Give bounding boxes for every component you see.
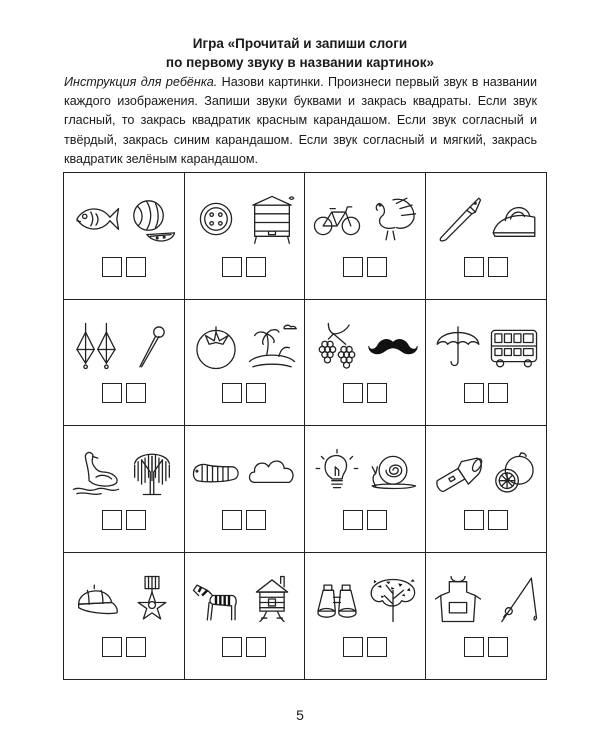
grid-cell	[426, 426, 547, 553]
tree-icon	[367, 571, 419, 627]
answer-square[interactable]	[222, 383, 242, 403]
mustache-icon	[367, 318, 419, 374]
grid-cell	[185, 553, 306, 680]
answer-square[interactable]	[464, 257, 484, 277]
turkey-icon	[367, 191, 419, 247]
earring-icon	[70, 318, 122, 374]
answer-square[interactable]	[246, 257, 266, 277]
answer-square[interactable]	[343, 257, 363, 277]
cell-pictures	[68, 567, 180, 631]
fishing-rod-icon	[488, 571, 540, 627]
cap-icon	[70, 571, 122, 627]
answer-square[interactable]	[246, 637, 266, 657]
answer-square[interactable]	[488, 383, 508, 403]
cell-pictures	[309, 440, 421, 504]
caterpillar-icon	[190, 444, 242, 500]
page-number: 5	[296, 707, 304, 723]
answer-boxes	[426, 257, 547, 277]
answer-boxes	[185, 510, 305, 530]
knife-icon	[432, 191, 484, 247]
answer-square[interactable]	[102, 383, 122, 403]
grid-cell	[305, 300, 426, 427]
answer-boxes	[64, 257, 184, 277]
grid-cell	[426, 300, 547, 427]
answer-square[interactable]	[126, 383, 146, 403]
answer-square[interactable]	[343, 510, 363, 530]
grid-cell	[64, 300, 185, 427]
answer-boxes	[305, 510, 425, 530]
persimmon-icon	[190, 318, 242, 374]
grid-cell	[185, 426, 306, 553]
cell-pictures	[430, 187, 543, 251]
cell-pictures	[189, 440, 301, 504]
grid-cell	[305, 553, 426, 680]
cloud-icon	[246, 444, 298, 500]
answer-boxes	[185, 257, 305, 277]
answer-square[interactable]	[222, 510, 242, 530]
answer-boxes	[64, 637, 184, 657]
answer-boxes	[426, 510, 547, 530]
grid-cell	[426, 553, 547, 680]
cell-pictures	[68, 187, 180, 251]
instructions-lead: Инструкция для ребёнка.	[64, 75, 218, 89]
grid-cell	[305, 173, 426, 300]
cell-pictures	[309, 314, 421, 378]
answer-square[interactable]	[222, 257, 242, 277]
medal-icon	[126, 571, 178, 627]
cell-pictures	[189, 187, 301, 251]
picture-grid	[63, 172, 547, 680]
cell-pictures	[430, 567, 543, 631]
swan-icon	[70, 444, 122, 500]
bicycle-icon	[311, 191, 363, 247]
orange-icon	[488, 444, 540, 500]
answer-square[interactable]	[343, 383, 363, 403]
cell-pictures	[189, 314, 301, 378]
answer-boxes	[185, 637, 305, 657]
answer-square[interactable]	[246, 510, 266, 530]
answer-square[interactable]	[367, 257, 387, 277]
answer-boxes	[305, 383, 425, 403]
answer-square[interactable]	[102, 637, 122, 657]
grid-cell	[64, 553, 185, 680]
cell-pictures	[68, 314, 180, 378]
apron-icon	[432, 571, 484, 627]
title-line-1: Игра «Прочитай и запиши слоги	[192, 36, 408, 51]
title-line-2: по первому звуку в названии картинок»	[165, 55, 435, 70]
button-icon	[190, 191, 242, 247]
raspberry-icon	[311, 318, 363, 374]
beehive-icon	[246, 191, 298, 247]
answer-square[interactable]	[246, 383, 266, 403]
grid-cell	[64, 173, 185, 300]
fish-icon	[70, 191, 122, 247]
answer-square[interactable]	[102, 510, 122, 530]
grid-cell	[64, 426, 185, 553]
island-icon	[246, 318, 298, 374]
answer-square[interactable]	[464, 637, 484, 657]
grid-cell	[185, 173, 306, 300]
answer-square[interactable]	[464, 510, 484, 530]
answer-square[interactable]	[488, 510, 508, 530]
answer-square[interactable]	[102, 257, 122, 277]
snail-icon	[367, 444, 419, 500]
cell-pictures	[430, 314, 543, 378]
cell-pictures	[430, 440, 543, 504]
answer-square[interactable]	[126, 257, 146, 277]
answer-square[interactable]	[343, 637, 363, 657]
lightbulb-icon	[311, 444, 363, 500]
answer-boxes	[64, 510, 184, 530]
answer-square[interactable]	[367, 383, 387, 403]
answer-boxes	[305, 637, 425, 657]
answer-square[interactable]	[367, 510, 387, 530]
cell-pictures	[189, 567, 301, 631]
instructions	[64, 73, 537, 169]
cell-pictures	[309, 567, 421, 631]
grid-cell	[185, 300, 306, 427]
pin-icon	[126, 318, 178, 374]
hut-icon	[246, 571, 298, 627]
watermelon-icon	[126, 191, 178, 247]
zebra-icon	[190, 571, 242, 627]
answer-square[interactable]	[488, 637, 508, 657]
answer-square[interactable]	[126, 637, 146, 657]
cell-pictures	[309, 187, 421, 251]
answer-boxes	[426, 637, 547, 657]
grid-cell	[305, 426, 426, 553]
answer-boxes	[305, 257, 425, 277]
answer-boxes	[185, 383, 305, 403]
flashlight-icon	[432, 444, 484, 500]
answer-square[interactable]	[367, 637, 387, 657]
binoculars-icon	[311, 571, 363, 627]
answer-square[interactable]	[222, 637, 242, 657]
cell-pictures	[68, 440, 180, 504]
instructions-text: Назови картинки. Произнеси первый звук в названии каждого изображения. Запиши звуки буквами и закрась квадраты. Если звук гласный, то закрась квадратик красным карандашом. Если звук согласный и твёрдый, закрась синим карандашом. Если звук согласный и мягкий, закрась квадратик зелёным карандашом.	[64, 75, 537, 166]
answer-boxes	[64, 383, 184, 403]
umbrella-icon	[432, 318, 484, 374]
iron-icon	[488, 191, 540, 247]
answer-square[interactable]	[464, 383, 484, 403]
grid-cell	[426, 173, 547, 300]
answer-boxes	[426, 383, 547, 403]
willow-icon	[126, 444, 178, 500]
worksheet-title	[0, 34, 600, 72]
bus-icon	[488, 318, 540, 374]
answer-square[interactable]	[126, 510, 146, 530]
answer-square[interactable]	[488, 257, 508, 277]
